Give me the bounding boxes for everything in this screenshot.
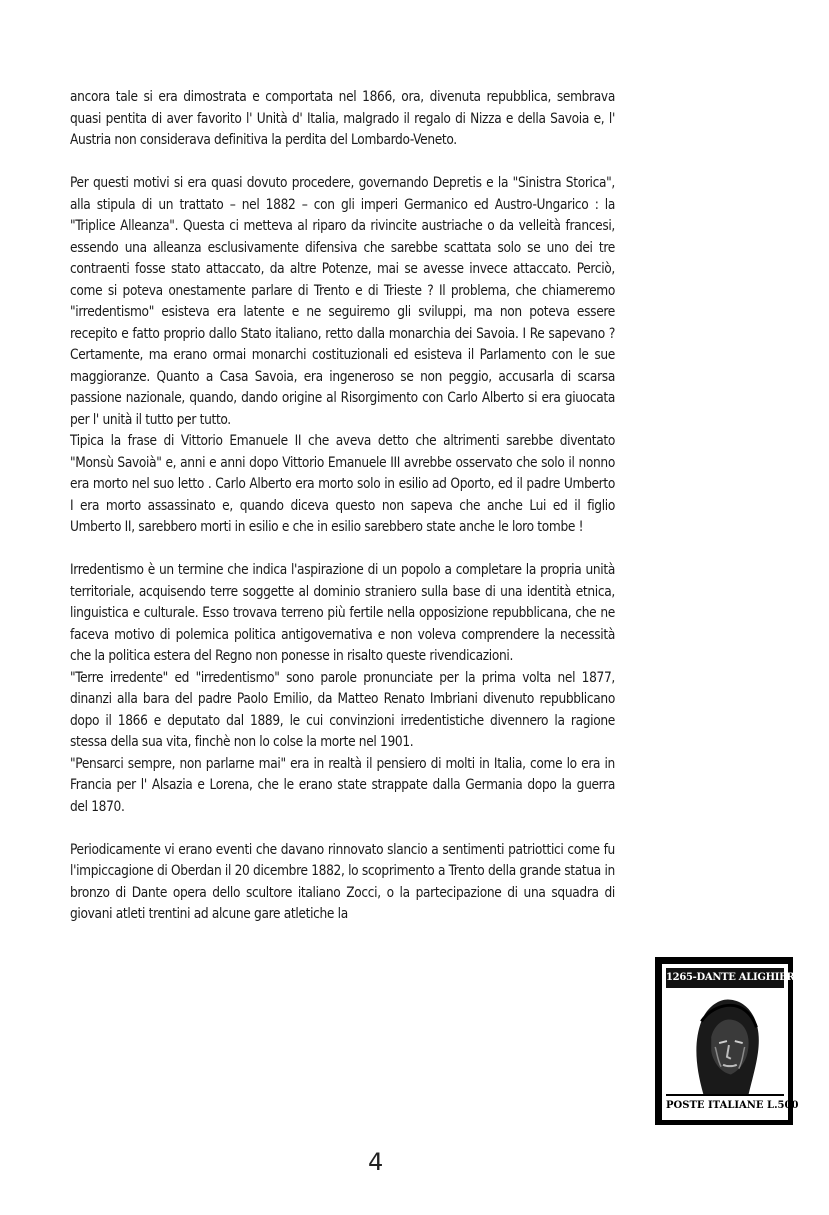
paragraph-gap — [70, 151, 615, 173]
paragraph-gap — [70, 538, 615, 560]
body-text — [70, 86, 615, 925]
paragraph-3: Tipica la frase di Vittorio Emanuele II che aveva detto che altrimenti sarebbe diventato "Monsù Savoià" e, anni e anni dopo Vittorio Emanuele III avrebbe osservato che solo il nonno era morto nel suo letto . Carlo Alberto era morto solo in esilio ad Oporto, ed il padre Umberto I era morto assassinato e, quando diceva questo non sapeva che anche Lui ed il figlio Umberto II, sarebbero morti in esilio e che in esilio sarebbero state anche le loro tombe ! — [70, 432, 615, 535]
paragraph-2: Per questi motivi si era quasi dovuto procedere, governando Depretis e la "Sinistra Storica", alla stipula di un trattato – nel 1882 – con gli imperi Germanico ed Austro-Ungarico : la "Triplice Alleanza". Questa ci metteva al riparo da rivincite austriache o da velleità francesi, essendo una alleanza esclusivamente difensiva che sarebbe scattata solo se uno dei tre contraenti fosse stato attaccato, da altre Potenze, mai se avesse invece attaccato. Perciò, come si poteva onestamente parlare di Trento e di Trieste ? Il problema, che chiameremo "irredentismo" esisteva era latente e ne seguiremo gli sviluppi, ma non poteva essere recepito e fatto proprio dallo Stato italiano, retto dalla monarchia dei Savoia. I Re sapevano ? Certamente, ma erano ormai monarchi costituzionali ed esisteva il Parlamento con le sue maggioranze. Quanto a Casa Savoia, era ingeneroso se non peggio, accusarla di scarsa passione nazionale, quando, dando origine al Risorgimento con Carlo Alberto si era giuocata per l' unità il tutto per tutto. — [70, 174, 615, 428]
paragraph-gap — [70, 817, 615, 839]
paragraph-5: "Terre irredente" ed "irredentismo" sono parole pronunciate per la prima volta nel 1877, dinanzi alla bara del padre Paolo Emilio, da Matteo Renato Imbriani divenuto repubblicano dopo il 1866 e deputato dal 1889, le cui convinzioni irredentistiche divennero la ragione stessa della sua vita, finchè non lo colse la morte nel 1901. — [70, 668, 615, 750]
page-number: 4 — [368, 1148, 384, 1176]
paragraph-7: Periodicamente vi erano eventi che davano rinnovato slancio a sentimenti patriottici come fu l'impiccagione di Oberdan il 20 dicembre 1882, lo scoprimento a Trento della grande statua in bronzo di Dante opera dello scultore italiano Zocci, o la partecipazione di una squadra di giovani atleti trentini ad alcune gare atletiche la — [70, 840, 615, 922]
stamp-bottom-text: POSTE ITALIANE L.500 — [666, 1094, 784, 1116]
stamp-frame — [661, 963, 829, 1121]
dante-stamp-image — [655, 957, 829, 1125]
paragraph-6: "Pensarci sempre, non parlarne mai" era in realtà il pensiero di molti in Italia, come lo era in Francia per l' Alsazia e Lorena, che le erano state strappate dalla Germania dopo la guerra del 1870. — [70, 754, 615, 815]
paragraph-4: Irredentismo è un termine che indica l'aspirazione di un popolo a completare la propria unità territoriale, acquisendo terre soggette al dominio straniero sulla base di una identità etnica, linguistica e culturale. Esso trovava terreno più fertile nella opposizione repubblicana, che ne faceva motivo di polemica politica antigovernativa e non voleva comprendere la necessità che la politica estera del Regno non ponesse in risalto queste rivendicazioni. — [70, 561, 615, 664]
paragraph-1: ancora tale si era dimostrata e comportata nel 1866, ora, divenuta repubblica, sembrava quasi pentita di aver favorito l' Unità d' Italia, malgrado il regalo di Nizza e della Savoia e, l' Austria non considerava definitiva la perdita del Lombardo-Veneto. — [70, 88, 615, 148]
stamp-top-text: 1265-DANTE ALIGHIERI-1321 — [666, 968, 784, 988]
dante-portrait-icon — [666, 988, 784, 1096]
